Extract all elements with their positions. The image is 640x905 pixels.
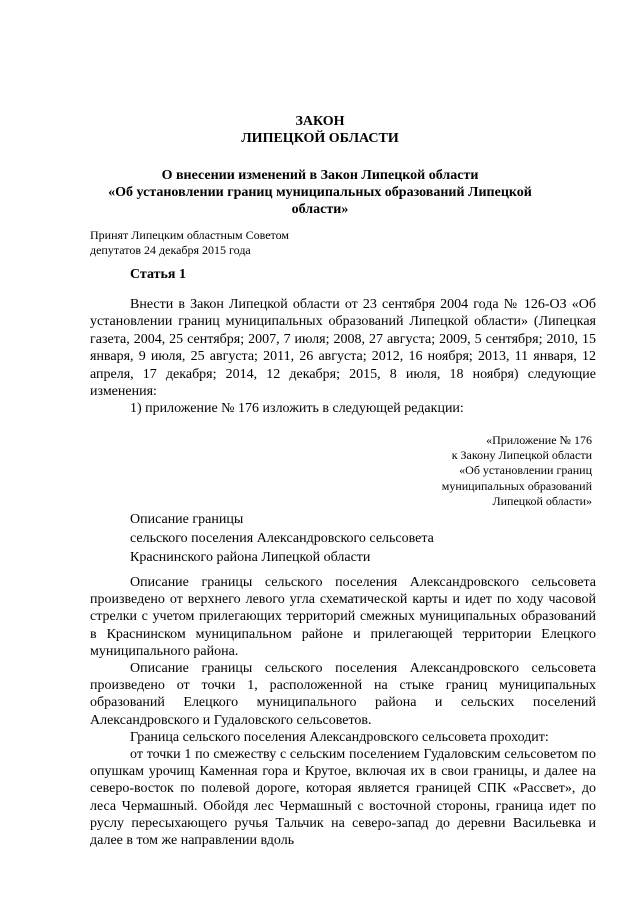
law-subtitle — [90, 167, 550, 218]
adoption-note-line2: депутатов 24 декабря 2015 года — [90, 243, 251, 257]
adoption-note — [90, 228, 289, 258]
appendix-line5: Липецкой области» — [492, 493, 592, 508]
description-paragraph-2: Описание границы сельского поселения Александровского сельсовета произведено от точки 1, расположенной на стыке границ муниципальных образований Елецкого муниципального района и сельских поселений Александровского и Гудаловского сельсоветов. — [90, 661, 596, 728]
description-title — [130, 510, 434, 567]
law-title-line2: ЛИПЕЦКОЙ ОБЛАСТИ — [241, 131, 399, 146]
article-heading: Статья 1 — [130, 267, 186, 282]
description-body — [90, 574, 596, 849]
appendix-line1: «Приложение № 176 — [486, 433, 592, 447]
article-item: 1) приложение № 176 изложить в следующей редакции: — [130, 401, 464, 417]
description-title-line2: сельского поселения Александровского сельсовета — [130, 531, 434, 546]
law-title — [0, 113, 640, 147]
description-paragraph-1: Описание границы сельского поселения Александровского сельсовета произведено от верхнего левого угла схематической карты и идет по ходу часовой стрелки с учетом прилегающих территорий смежных муниципальных образований в Краснинском муниципальном районе и прилегающей территории Елецкого муниципального района. — [90, 575, 596, 659]
article-body — [90, 296, 596, 418]
description-title-line3: Краснинского района Липецкой области — [130, 550, 371, 565]
description-paragraph-3: Граница сельского поселения Александровского сельсовета проходит: — [130, 729, 549, 745]
description-title-line1: Описание границы — [130, 512, 244, 527]
appendix-caption — [442, 433, 592, 509]
adoption-note-line1: Принят Липецким областным Советом — [90, 228, 289, 242]
law-title-line1: ЗАКОН — [295, 114, 345, 129]
law-subtitle-line1: О внесении изменений в Закон Липецкой области — [161, 168, 479, 183]
appendix-line2: к Закону Липецкой области — [451, 448, 592, 463]
appendix-line4: муниципальных образований — [441, 478, 592, 493]
law-subtitle-line2: «Об установлении границ муниципальных образований Липецкой — [108, 185, 532, 200]
law-subtitle-line3: области» — [291, 202, 349, 217]
article-paragraph: Внести в Закон Липецкой области от 23 сентября 2004 года № 126-ОЗ «Об установлении границ муниципальных образований Липецкой области» (Липецкая газета, 2004, 25 сентября; 2007, 7 июля; 2008, 27 августа; 2009, 5 сентября; 2010, 15 января, 9 июля, 25 августа; 2011, 26 августа; 2012, 16 ноября; 2013, 11 января, 12 апреля, 17 декабря; 2014, 12 декабря; 2015, 8 июля, 18 ноября) следующие изменения: — [90, 297, 596, 400]
appendix-line3: «Об установлении границ — [459, 463, 592, 478]
description-paragraph-4: от точки 1 по смежеству с сельским поселением Гудаловским сельсоветом по опушкам урочищ Каменная гора и Крутое, включая их в свои границы, и далее на северо-восток по полевой дороге, которая является границей СПК «Рассвет», до леса Чермашный. Обойдя лес Чермашный с восточной стороны, граница идет по руслу пересыхающего ручья Тальчик на северо-запад до деревни Васильевка и далее в том же направлении вдоль — [90, 747, 596, 849]
